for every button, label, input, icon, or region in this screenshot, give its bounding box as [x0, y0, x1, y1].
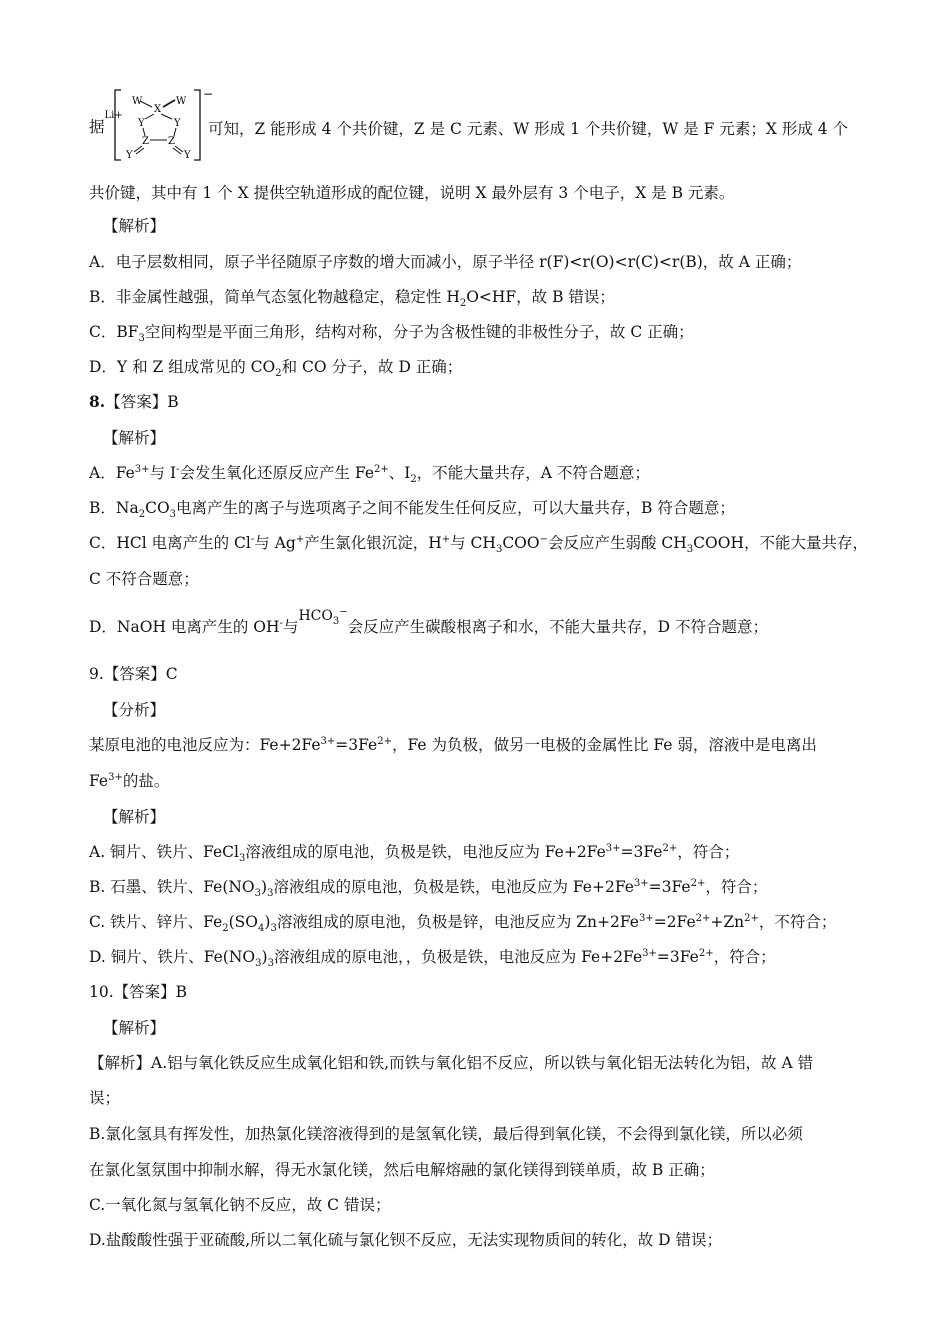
intro-prefix: 据 [89, 118, 105, 136]
atom-z-left: Z [142, 136, 149, 147]
atom-y-bottom-right: Y [184, 150, 191, 161]
q7-option-d: D．Y 和 Z 组成常见的 $CO_2$和 CO 分子，故 D 正确； [89, 358, 463, 380]
q7-jiexi-heading: 【解析】 [103, 217, 166, 235]
q9-option-b: B. 石墨、铁片、$Fe(NO_3)_3$溶液组成的原电池，负极是铁，电池反应为 $Fe+2Fe^{3+}=3Fe^{2+}$，符合； [89, 877, 768, 900]
intro-line-2: 共价键，其中有 1 个 X 提供空轨道形成的配位键，说明 X 最外层有 3 个电子，X 是 B 元素。 [89, 184, 735, 202]
q8-jiexi-heading: 【解析】 [103, 429, 166, 447]
q9-fenxi-heading: 【分析】 [103, 701, 166, 719]
q9-option-c: C. 铁片、锌片、$Fe_2(SO_4)_3$溶液组成的原电池，负极是锌，电池反应为 $Zn+2Fe^{3+}=2Fe^{2+}+Zn^{2+}$，不符合； [89, 912, 837, 935]
q8-option-a: A．$Fe^{3+}$与 I-会发生氧化还原反应产生 $Fe^{2+}$、$I_2$，不能大量共存，A 不符合题意； [89, 463, 650, 486]
q10-option-b-line1: B.氯化氢具有挥发性，加热氯化镁溶液得到的是氢氧化镁，最后得到氧化镁，不会得到氯化镁，所以必须 [89, 1125, 803, 1143]
q7-option-b: B．非金属性越强，简单气态氢化物越稳定，稳定性 $H_2O<HF$，故 B 错误； [89, 288, 615, 310]
atom-y-right: Y [174, 118, 181, 129]
q10-option-a-line2: 误； [89, 1089, 121, 1107]
q9-jiexi-heading: 【解析】 [103, 808, 166, 826]
q8-option-c: C．HCl 电离产生的 Cl-与 Ag+产生氯化银沉淀，H+与 $CH_3COO^-$会反应产生弱酸 $CH_3COOH$，不能大量共存， [89, 533, 868, 556]
q8-option-c-line2: C 不符合题意； [89, 570, 199, 588]
intro-line-1-rest: 可知，Z 能形成 4 个共价键，Z 是 C 元素、W 形成 1 个共价键，W 是 F 元素；X 形成 4 个 [208, 120, 849, 138]
atom-y-bottom-left: Y [126, 150, 133, 161]
q10-answer: 10.【答案】B [89, 983, 188, 1001]
q10-option-a-line1: 【解析】A.铝与氧化铁反应生成氧化铝和铁,而铁与氧化铝不反应，所以铁与氧化铝无法转化为铝，故 A 错 [89, 1054, 814, 1072]
q8-option-b: B．$Na_2CO_3$电离产生的离子与选项离子之间不能发生任何反应，可以大量共存，B 符合题意； [89, 499, 735, 521]
q10-option-d: D.盐酸酸性强于亚硫酸,所以二氧化硫与氯化钡不反应，无法实现物质间的转化，故 D 错误； [89, 1231, 723, 1249]
atom-x: X [154, 104, 162, 115]
q8-answer: 8.【答案】B [89, 392, 179, 411]
atom-w-right: W [176, 96, 187, 107]
q10-jiexi-heading: 【解析】 [103, 1019, 166, 1037]
q10-option-b-line2: 在氯化氢氛围中抑制水解，得无水氯化镁，然后电解熔融的氯化镁得到镁单质，故 B 正确； [89, 1161, 715, 1179]
hco3-ion: $HCO_3^-$ [298, 606, 348, 627]
q9-answer: 9.【答案】C [89, 665, 178, 683]
q7-option-c: C．$BF_3$空间构型是平面三角形，结构对称，分子为含极性键的非极性分子，故 C 正确； [89, 323, 694, 345]
q9-analysis-line2: $Fe^{3+}$的盐。 [89, 771, 170, 790]
q9-analysis-line1: 某原电池的电池反应为：$Fe+2Fe^{3+}=3Fe^{2+}$，Fe 为负极，做另一电极的金属性比 Fe 弱，溶液中是电离出 [89, 735, 817, 754]
q8-option-d: D．NaOH 电离产生的 OH-与$HCO_3^-$会反应产生碳酸根离子和水，不能大量共存，D 不符合题意； [89, 606, 768, 636]
q9-option-a: A. 铜片、铁片、FeCl$_3$溶液组成的原电池，负极是铁，电池反应为 $Fe+2Fe^{3+}=3Fe^{2+}$，符合； [89, 842, 740, 865]
atom-z-right: Z [168, 136, 175, 147]
atom-w-left: W [132, 96, 143, 107]
q9-option-d: D. 铜片、铁片、$Fe(NO_3)_3$溶液组成的原电池，，负极是铁，电池反应为 $Fe+2Fe^{3+}=3Fe^{2+}$，符合； [89, 947, 776, 970]
cation-label: Li+ [104, 109, 123, 121]
atom-y-left: Y [138, 118, 145, 129]
q10-option-c: C.一氧化氮与氢氧化钠不反应，故 C 错误； [89, 1196, 391, 1214]
q7-option-a: A．电子层数相同，原子半径随原子序数的增大而减小，原子半径 r(F)<r(O)<r(C)<r(B)，故 A 正确； [89, 253, 802, 271]
anion-charge: − [203, 87, 214, 101]
